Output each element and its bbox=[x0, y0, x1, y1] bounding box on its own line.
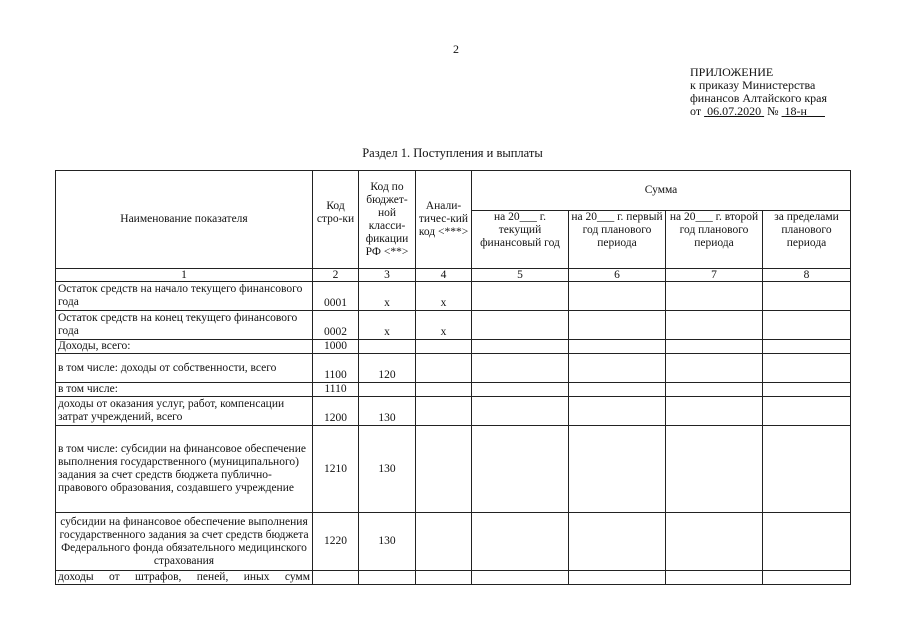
header-sum: Сумма bbox=[472, 171, 851, 211]
appendix-from-label: от bbox=[690, 104, 702, 118]
row-analytic-code bbox=[416, 571, 472, 585]
row-budget-code: 130 bbox=[359, 426, 416, 513]
row-sum-cell bbox=[763, 397, 851, 426]
header-sum-current-year: на 20___ г. текущий финансовый год bbox=[472, 211, 569, 269]
row-name: Остаток средств на начало текущего финансового года bbox=[56, 282, 313, 311]
row-code: 1200 bbox=[313, 397, 359, 426]
row-sum-cell bbox=[472, 383, 569, 397]
row-budget-code: 130 bbox=[359, 513, 416, 571]
row-code bbox=[313, 571, 359, 585]
table-row bbox=[56, 340, 851, 354]
page-number: 2 bbox=[453, 42, 459, 56]
column-number-row bbox=[56, 269, 851, 282]
row-name: в том числе: субсидии на финансовое обеспечение выполнения государственного (муниципального) задания за счет средств бюджета публично-правового образования, создавшего учреждение bbox=[56, 426, 313, 513]
row-sum-cell bbox=[763, 571, 851, 585]
header-sum-first-plan-year: на 20___ г. первый год планового периода bbox=[569, 211, 666, 269]
header-sum-second-plan-year: на 20___ г. второй год планового периода bbox=[666, 211, 763, 269]
header-sum-beyond-plan: за пределами планового периода bbox=[763, 211, 851, 269]
row-code: 1110 bbox=[313, 383, 359, 397]
row-sum-cell bbox=[472, 282, 569, 311]
col-number: 6 bbox=[569, 269, 666, 282]
table-row bbox=[56, 571, 851, 585]
row-sum-cell bbox=[666, 383, 763, 397]
section-title: Раздел 1. Поступления и выплаты bbox=[362, 146, 543, 160]
row-sum-cell bbox=[472, 426, 569, 513]
row-sum-cell bbox=[472, 311, 569, 340]
appendix-block bbox=[690, 66, 827, 118]
row-sum-cell bbox=[763, 282, 851, 311]
row-code: 1210 bbox=[313, 426, 359, 513]
row-sum-cell bbox=[472, 397, 569, 426]
table-row bbox=[56, 426, 851, 513]
col-number: 5 bbox=[472, 269, 569, 282]
table-row bbox=[56, 354, 851, 383]
appendix-date bbox=[704, 104, 764, 118]
header-analytic-code: Анали-тичес-кий код <***> bbox=[416, 171, 472, 269]
row-analytic-code bbox=[416, 426, 472, 513]
table-row bbox=[56, 397, 851, 426]
row-sum-cell bbox=[666, 571, 763, 585]
row-analytic-code bbox=[416, 340, 472, 354]
row-code: 0002 bbox=[313, 311, 359, 340]
col-number: 1 bbox=[56, 269, 313, 282]
row-sum-cell bbox=[569, 383, 666, 397]
row-name: Доходы, всего: bbox=[56, 340, 313, 354]
col-number: 2 bbox=[313, 269, 359, 282]
row-sum-cell bbox=[472, 354, 569, 383]
row-sum-cell bbox=[666, 311, 763, 340]
row-sum-cell bbox=[763, 340, 851, 354]
row-budget-code bbox=[359, 383, 416, 397]
appendix-line-ministry: финансов Алтайского края bbox=[690, 91, 827, 105]
row-analytic-code: x bbox=[416, 311, 472, 340]
row-sum-cell bbox=[666, 397, 763, 426]
row-budget-code: x bbox=[359, 282, 416, 311]
table-row bbox=[56, 513, 851, 571]
col-number: 3 bbox=[359, 269, 416, 282]
appendix-number bbox=[782, 104, 825, 118]
row-sum-cell bbox=[666, 513, 763, 571]
row-code: 1000 bbox=[313, 340, 359, 354]
row-analytic-code: x bbox=[416, 282, 472, 311]
row-sum-cell bbox=[569, 513, 666, 571]
row-sum-cell bbox=[666, 426, 763, 513]
row-budget-code bbox=[359, 340, 416, 354]
row-sum-cell bbox=[666, 282, 763, 311]
row-budget-code: x bbox=[359, 311, 416, 340]
row-sum-cell bbox=[763, 383, 851, 397]
row-sum-cell bbox=[569, 397, 666, 426]
row-name: субсидии на финансовое обеспечение выполнения государственного задания за счет средств бюджета Федерального фонда обязательного медицинского страхования bbox=[56, 513, 313, 571]
row-sum-cell bbox=[666, 354, 763, 383]
col-number: 4 bbox=[416, 269, 472, 282]
header-name: Наименование показателя bbox=[56, 171, 313, 269]
row-analytic-code bbox=[416, 383, 472, 397]
row-sum-cell bbox=[763, 311, 851, 340]
row-analytic-code bbox=[416, 354, 472, 383]
row-analytic-code bbox=[416, 397, 472, 426]
receipts-payments-table bbox=[55, 170, 851, 585]
row-sum-cell bbox=[569, 282, 666, 311]
row-budget-code bbox=[359, 571, 416, 585]
row-name: Остаток средств на конец текущего финансового года bbox=[56, 311, 313, 340]
table-row bbox=[56, 311, 851, 340]
row-sum-cell bbox=[569, 311, 666, 340]
row-sum-cell bbox=[569, 571, 666, 585]
appendix-number-label: № bbox=[767, 104, 779, 118]
table-row bbox=[56, 282, 851, 311]
appendix-date-value: 06.07.2020 bbox=[707, 104, 762, 118]
col-number: 7 bbox=[666, 269, 763, 282]
row-analytic-code bbox=[416, 513, 472, 571]
row-sum-cell bbox=[763, 354, 851, 383]
row-budget-code: 120 bbox=[359, 354, 416, 383]
row-sum-cell bbox=[472, 340, 569, 354]
row-sum-cell bbox=[569, 426, 666, 513]
row-name: в том числе: bbox=[56, 383, 313, 397]
row-sum-cell bbox=[569, 340, 666, 354]
appendix-date-line bbox=[690, 105, 827, 118]
row-code: 1220 bbox=[313, 513, 359, 571]
row-name: доходы от штрафов, пеней, иных сумм bbox=[56, 571, 313, 585]
row-sum-cell bbox=[472, 513, 569, 571]
appendix-number-value: 18-н bbox=[784, 104, 807, 118]
row-sum-cell bbox=[569, 354, 666, 383]
row-sum-cell bbox=[763, 426, 851, 513]
row-name: доходы от оказания услуг, работ, компенсации затрат учреждений, всего bbox=[56, 397, 313, 426]
col-number: 8 bbox=[763, 269, 851, 282]
row-budget-code: 130 bbox=[359, 397, 416, 426]
header-code: Код стро-ки bbox=[313, 171, 359, 269]
header-budget-code: Код по бюджет-ной класси-фикации РФ <**> bbox=[359, 171, 416, 269]
row-sum-cell bbox=[763, 513, 851, 571]
appendix-title: ПРИЛОЖЕНИЕ bbox=[690, 65, 774, 79]
row-code: 1100 bbox=[313, 354, 359, 383]
table-row bbox=[56, 383, 851, 397]
row-code: 0001 bbox=[313, 282, 359, 311]
appendix-line-order: к приказу Министерства bbox=[690, 78, 816, 92]
row-name: в том числе: доходы от собственности, всего bbox=[56, 354, 313, 383]
row-sum-cell bbox=[472, 571, 569, 585]
row-sum-cell bbox=[666, 340, 763, 354]
